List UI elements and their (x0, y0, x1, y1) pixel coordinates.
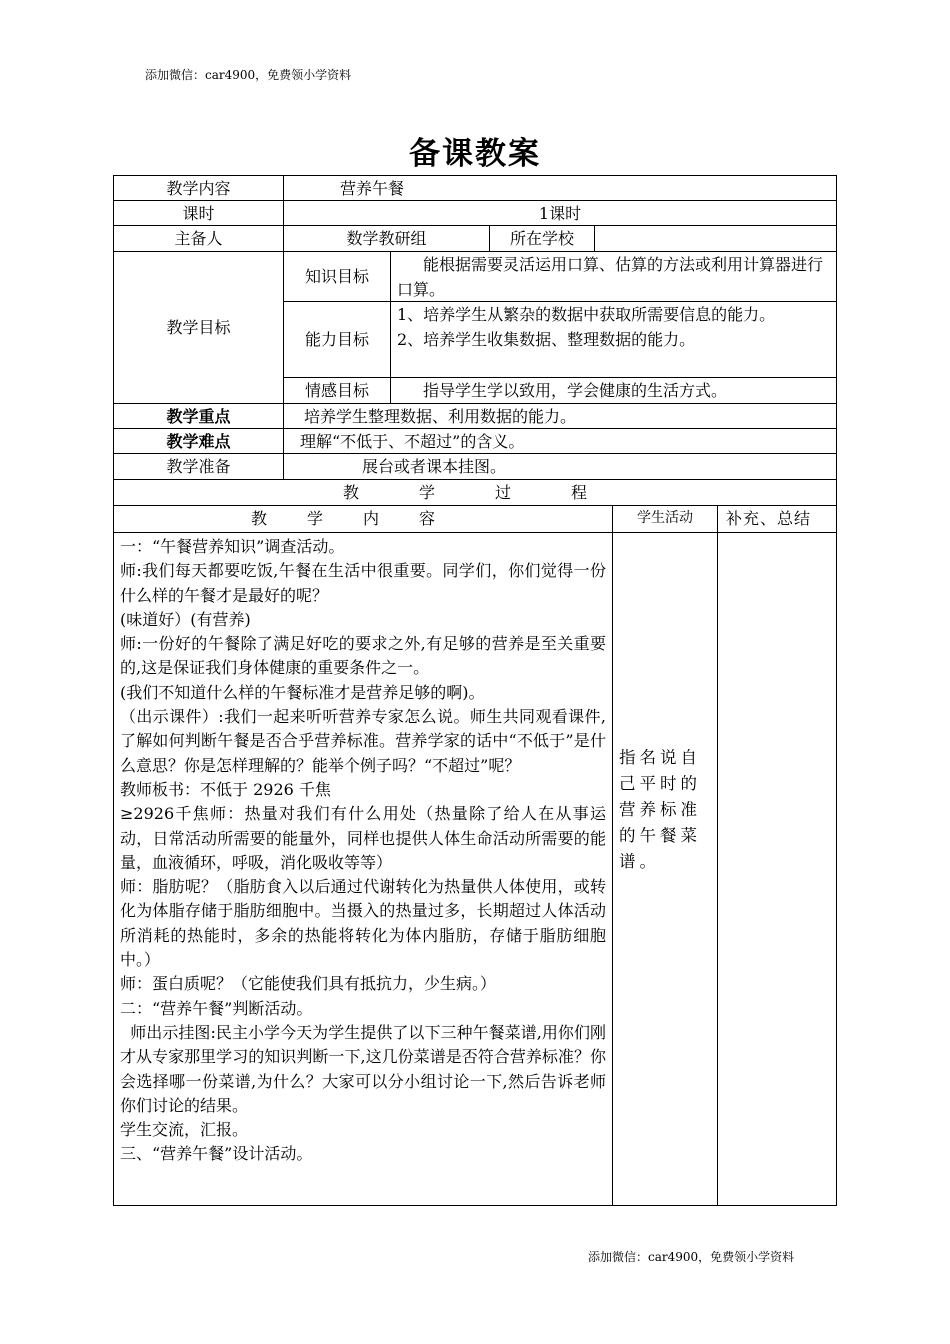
summary-header: 补充、总结 (717, 505, 837, 533)
student-activity-cell: 指名说自己平时的营养标准的午餐菜谱。 (612, 532, 718, 1206)
school-label: 所在学校 (489, 225, 595, 252)
process-paragraph: (味道好）(有营养) (120, 609, 251, 629)
process-content (113, 532, 613, 1206)
process-paragraph: 师:我们每天都要吃饭,午餐在生活中很重要。同学们，你们觉得一份什么样的午餐才是最好的呢？ (120, 561, 606, 605)
process-header: 教学过程 (113, 479, 837, 506)
content-label: 教学内容 (113, 175, 284, 201)
process-paragraph: 二：“营养午餐”判断活动。 (120, 998, 313, 1018)
focus-value: 培养学生整理数据、利用数据的能力。 (283, 403, 837, 429)
prep-value: 展台或者课本挂图。 (283, 453, 837, 480)
difficulty-value: 理解“不低于、不超过”的含义。 (283, 428, 837, 454)
footer-note: 添加微信：car4900，免费领小学资料 (588, 1250, 795, 1264)
ability-value-1: 1、培养学生从繁杂的数据中获取所需要信息的能力。 (397, 305, 776, 324)
process-paragraph: 师：脂肪呢？（脂肪食入以后通过代谢转化为热量供人体使用，或转化为体脂存储于脂肪细胞中。当摄入的热量过多，长期超过人体活动所消耗的热能时，多余的热能将转化为体内脂肪，存储于脂肪细胞中。） (120, 877, 606, 970)
header-note: 添加微信：car4900，免费领小学资料 (145, 68, 352, 82)
preparer-value: 数学教研组 (283, 225, 490, 252)
process-paragraph: （出示课件）:我们一起来听听营养专家怎么说。师生共同观看课件,了解如何判断午餐是否合乎营养标准。营养学家的话中“不低于”是什么意思？你是怎样理解的？能举个例子吗？“不超过”呢？ (120, 707, 606, 775)
process-paragraph: 师:一份好的午餐除了满足好吃的要求之外,有足够的营养是至关重要的,这是保证我们身体健康的重要条件之一。 (120, 634, 606, 678)
process-paragraph: 学生交流，汇报。 (120, 1120, 249, 1140)
process-paragraph: 三、“营养午餐”设计活动。 (120, 1144, 313, 1164)
student-activity-header: 学生活动 (612, 505, 718, 533)
preparer-label: 主备人 (113, 225, 284, 252)
page-title: 备课教案 (409, 136, 541, 172)
content-value: 营养午餐 (283, 175, 837, 201)
period-value: 1课时 (283, 200, 837, 226)
process-paragraph: 师出示挂图:民主小学今天为学生提供了以下三种午餐菜谱,用你们刚才从专家那里学习的知识判断一下,这几份菜谱是否符合营养标准？你会选择哪一份菜谱,为什么？大家可以分小组讨论一下,然后告诉老师你们讨论的结果。 (120, 1022, 607, 1115)
school-value (594, 225, 837, 252)
process-paragraph: (我们不知道什么样的午餐标准才是营养足够的啊)。 (120, 682, 485, 702)
process-paragraph: 一：“午餐营养知识”调查活动。 (120, 537, 345, 556)
ability-value (390, 301, 837, 378)
difficulty-label: 教学难点 (113, 428, 284, 454)
process-paragraph: 师：蛋白质呢？（它能使我们具有抵抗力，少生病。） (120, 974, 497, 994)
emotion-label: 情感目标 (283, 377, 391, 404)
process-paragraph: ≥2926千焦师：热量对我们有什么用处（热量除了给人在从事运动，日常活动所需要的能量外，同样也提供人体生命活动所需要的能量，血液循环，呼吸，消化吸收等等） (120, 804, 606, 872)
process-paragraph: 教师板书：不低于 2926 千焦 (120, 779, 331, 799)
focus-label: 教学重点 (113, 403, 284, 429)
knowledge-value: 能根据需要灵活运用口算、估算的方法或利用计算器进行口算。 (390, 251, 837, 302)
ability-value-2: 2、培养学生收集数据、整理数据的能力。 (397, 330, 696, 349)
ability-label: 能力目标 (283, 301, 391, 378)
knowledge-label: 知识目标 (283, 251, 391, 302)
prep-label: 教学准备 (113, 453, 284, 480)
process-content-header: 教学内容 (113, 505, 613, 533)
period-label: 课时 (113, 200, 284, 226)
summary-cell (717, 532, 837, 1206)
goals-label: 教学目标 (113, 251, 284, 404)
emotion-value: 指导学生学以致用，学会健康的生活方式。 (390, 377, 837, 404)
